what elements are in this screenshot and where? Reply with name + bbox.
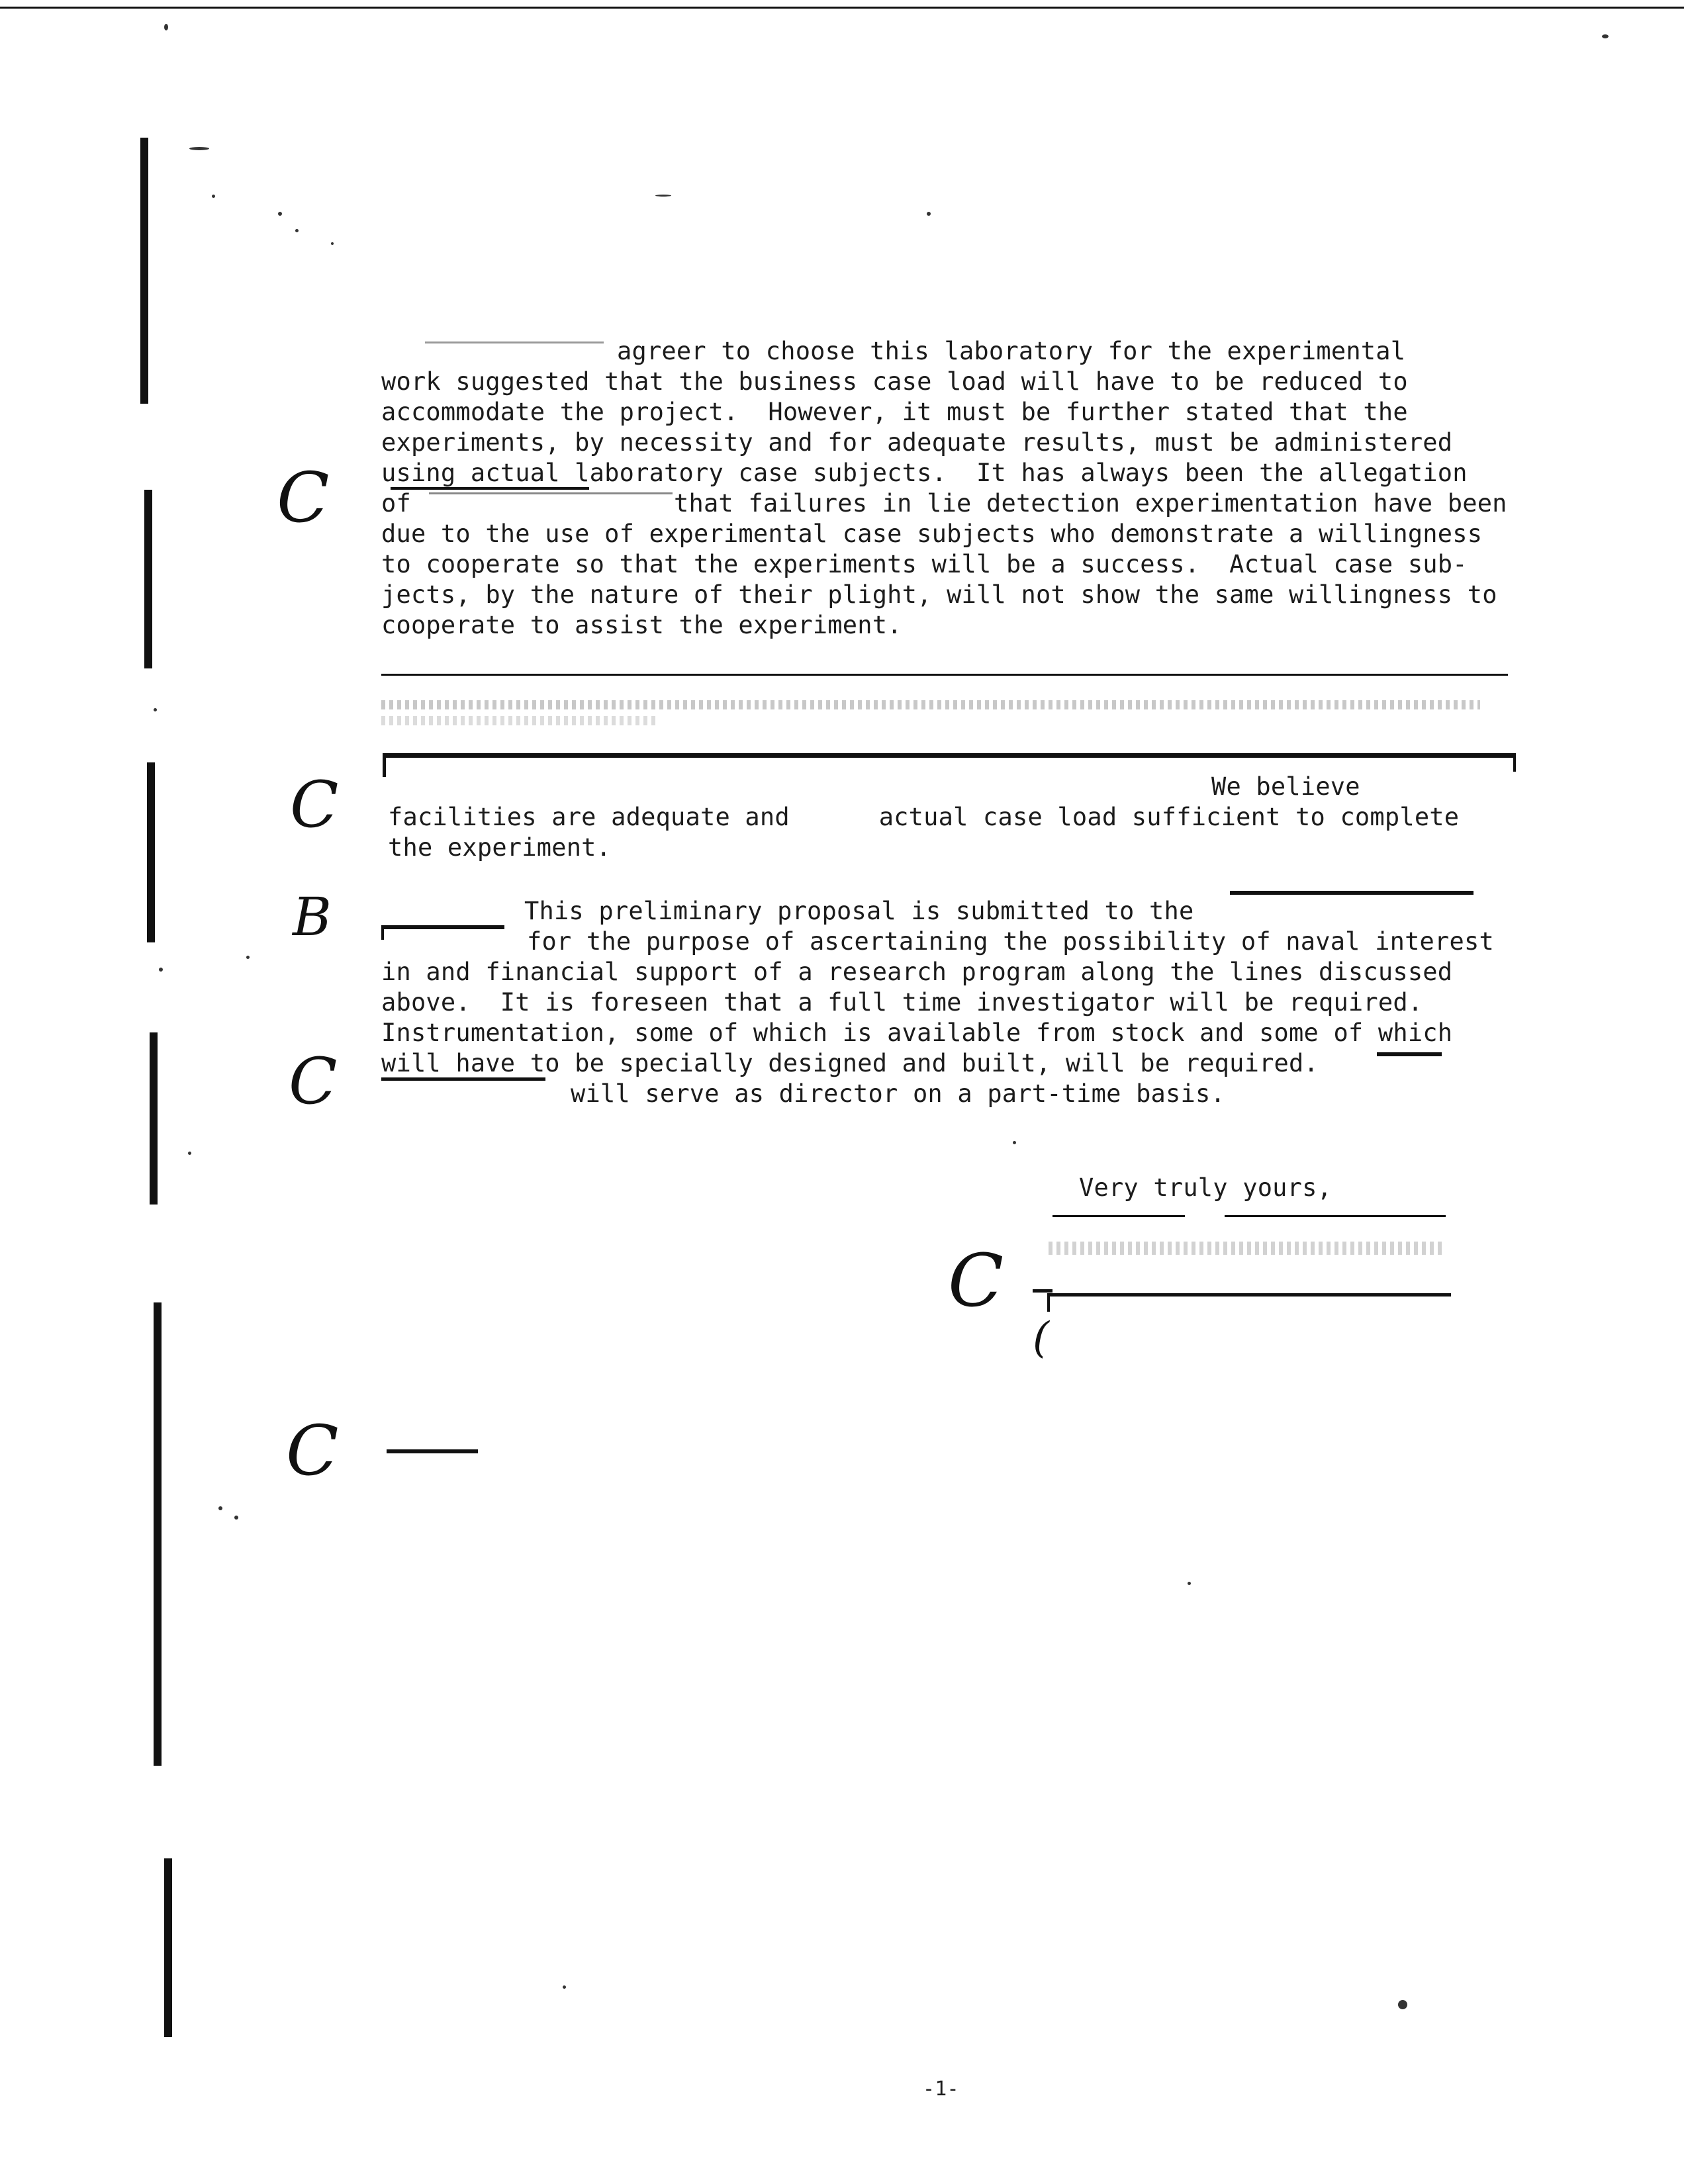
speck [655, 195, 671, 197]
margin-mark: C [277, 457, 330, 538]
para3-line: This preliminary proposal is submitted to the [524, 897, 1194, 925]
para3-line: Instrumentation, some of which is available from stock and some of which [381, 1019, 1453, 1047]
speck [1188, 1582, 1191, 1585]
margin-mark: C [286, 1410, 339, 1491]
top-edge-rule [0, 7, 1684, 9]
para1-line: experiments, by necessity and for adequate results, must be administered [381, 428, 1453, 457]
speck [218, 1506, 222, 1510]
redaction-rule [383, 753, 386, 777]
para1-of: of [381, 489, 411, 518]
speck [1398, 2000, 1407, 2009]
speck [927, 212, 931, 216]
para1-line: due to the use of experimental case subjects who demonstrate a willingness [381, 520, 1483, 548]
redaction-line [1377, 1052, 1442, 1056]
para3-line: will serve as director on a part-time basis. [571, 1079, 1225, 1108]
redaction-line [381, 1077, 545, 1081]
para1-line: accommodate the project. However, it must be further stated that the [381, 398, 1408, 426]
page-number: -1- [923, 2077, 959, 2101]
margin-mark-flourish: ( [1033, 1314, 1049, 1363]
para3-line: above. It is foreseen that a full time investigator will be required. [381, 988, 1423, 1017]
margin-mark: C [948, 1238, 1004, 1323]
margin-bar [164, 1858, 172, 2037]
speck [188, 1152, 191, 1155]
redaction-rule [381, 674, 1508, 676]
redaction-line [429, 492, 673, 494]
speck [1602, 34, 1609, 38]
speck [159, 968, 163, 972]
redaction-edge [425, 341, 604, 343]
signature-smudge [1049, 1242, 1446, 1255]
margin-mark: C [290, 768, 339, 842]
speck [278, 212, 282, 216]
margin-bar [144, 490, 152, 668]
signature-rule [1052, 1215, 1185, 1217]
para3-line: will have to be specially designed and built, will be required. [381, 1049, 1319, 1077]
speck [154, 708, 157, 711]
redaction-smudge [381, 700, 1480, 709]
para1-line: using actual laboratory case subjects. It has always been the allegation [381, 459, 1468, 487]
signature-rule [1225, 1215, 1446, 1217]
redaction-line [1230, 891, 1474, 895]
para1-line: agreer to choose this laboratory for the experimental [617, 337, 1406, 365]
speck [246, 956, 250, 959]
closing: Very truly yours, [1079, 1173, 1333, 1202]
redaction-rule [383, 753, 1516, 758]
para1-line: work suggested that the business case load will have to be reduced to [381, 367, 1408, 396]
speck [189, 147, 209, 150]
para3-line: for the purpose of ascertaining the possibility of naval interest [527, 927, 1494, 956]
speck [164, 24, 168, 30]
margin-mark: B [293, 886, 332, 948]
para1-line: to cooperate so that the experiments will be a success. Actual case sub- [381, 550, 1468, 578]
speck [212, 195, 215, 198]
margin-mark: C [289, 1044, 338, 1118]
signature-rule [1047, 1293, 1451, 1297]
para2-we-believe: We believe [1211, 772, 1360, 801]
para2-line: the experiment. [388, 833, 612, 862]
redaction-smudge [381, 716, 659, 725]
margin-mark-tail [1033, 1289, 1052, 1293]
margin-bar [140, 138, 148, 404]
redaction-line [381, 925, 504, 929]
redaction-line [381, 925, 384, 940]
para1-line: jects, by the nature of their plight, will not show the same willingness to [381, 580, 1497, 609]
margin-bar [150, 1032, 158, 1205]
margin-mark-dash [387, 1449, 478, 1453]
margin-bar [154, 1302, 162, 1766]
margin-bar [147, 762, 155, 942]
speck [295, 229, 299, 232]
redaction-rule [1513, 753, 1516, 772]
redaction-line [391, 487, 589, 490]
signature-rule [1047, 1293, 1050, 1312]
para1-line: cooperate to assist the experiment. [381, 611, 902, 639]
para2-line: facilities are adequate and actual case load sufficient to complete [388, 803, 1460, 831]
speck [1013, 1141, 1016, 1144]
para1-line: that failures in lie detection experimentation have been [674, 489, 1507, 518]
speck [234, 1516, 238, 1520]
para3-line: in and financial support of a research program along the lines discussed [381, 958, 1453, 986]
speck [563, 1985, 566, 1989]
speck [331, 242, 334, 245]
